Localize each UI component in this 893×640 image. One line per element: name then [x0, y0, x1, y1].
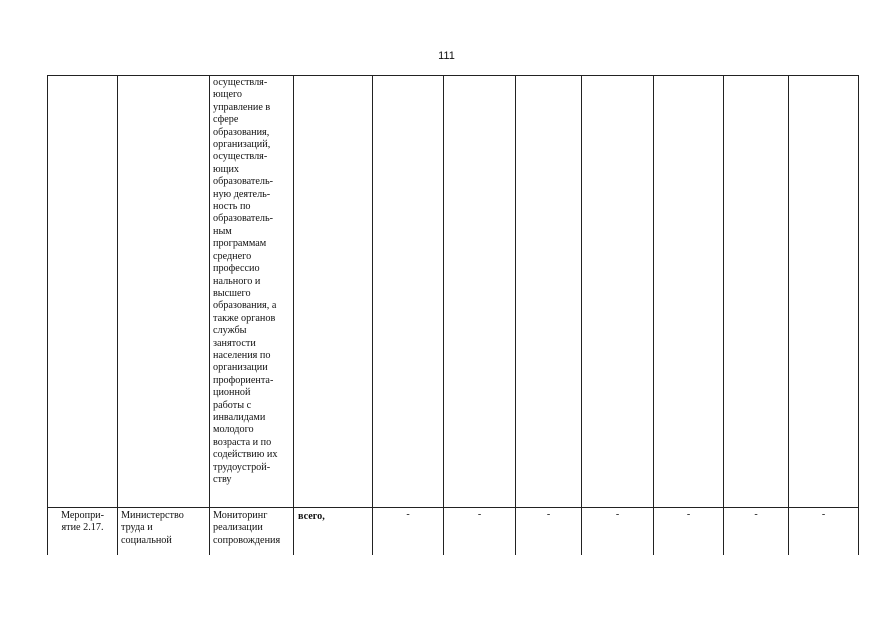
executor-cell — [118, 508, 210, 556]
program-table — [47, 75, 859, 555]
value-cell — [654, 76, 724, 508]
table-row — [48, 508, 859, 556]
value-cell — [373, 76, 444, 508]
funding-label: всего, — [298, 511, 325, 522]
value-cell — [582, 508, 654, 556]
value-dash: - — [821, 509, 826, 520]
value-cell — [516, 508, 582, 556]
value-dash: - — [686, 509, 691, 520]
value-cell — [789, 76, 859, 508]
funding-source-cell — [294, 76, 373, 508]
measure-cell — [48, 508, 118, 556]
executor-text: Министерство труда и социальной — [121, 510, 184, 546]
value-cell — [789, 508, 859, 556]
value-dash: - — [546, 509, 551, 520]
funding-source-cell — [294, 508, 373, 556]
value-cell — [582, 76, 654, 508]
executor-cell — [118, 76, 210, 508]
value-cell — [516, 76, 582, 508]
table-row — [48, 76, 859, 508]
description-cell — [210, 508, 294, 556]
value-dash: - — [477, 509, 482, 520]
description-text: осуществля- ющего управление в сфере образования, организаций, осуществля- ющих образователь- ную деятель- ность по образователь- ным программам среднего профессио нального и высшего образования, а также органов службы занятости населения по организации профориента- ционной работы с инвалидами молодого возраста и по содействию их трудоустрой- ству — [213, 77, 278, 485]
page-number: 111 — [438, 50, 455, 62]
value-dash: - — [615, 509, 620, 520]
value-cell — [724, 76, 789, 508]
measure-cell — [48, 76, 118, 508]
description-cell — [210, 76, 294, 508]
value-cell — [724, 508, 789, 556]
description-text: Мониторинг реализации сопровождения — [213, 510, 281, 546]
value-cell — [444, 508, 516, 556]
value-cell — [373, 508, 444, 556]
value-dash: - — [406, 509, 410, 520]
value-cell — [444, 76, 516, 508]
measure-text: Меропри- ятие 2.17. — [60, 510, 105, 534]
value-dash: - — [754, 509, 758, 520]
value-cell — [654, 508, 724, 556]
